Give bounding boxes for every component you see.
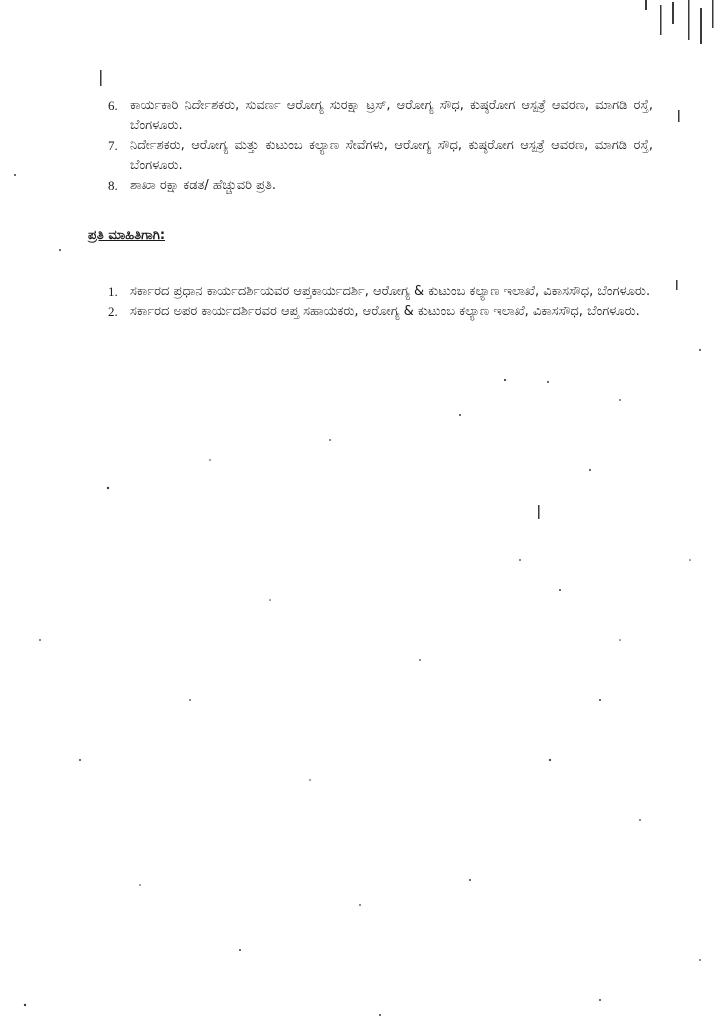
item-number: 7. [108, 138, 118, 153]
list-item [108, 96, 653, 136]
copy-for-information-heading: ಪ್ರತಿ ಮಾಹಿತಿಗಾಗಿ: [88, 228, 166, 243]
item-number: 6. [108, 98, 118, 113]
information-copy-list [108, 282, 653, 322]
item-number: 8. [108, 178, 118, 193]
list-item [108, 176, 653, 196]
item-text: ಸರ್ಕಾರದ ಅಪರ ಕಾರ್ಯದರ್ಶಿರವರ ಆಪ್ತ ಸಹಾಯಕರು, ಆರೋಗ್ಯ & ಕುಟುಂಬ ಕಲ್ಯಾಣ ಇಲಾಖೆ, ವಿಕಾಸಸೌಧ, ಬೆಂಗಳೂರು. [130, 304, 640, 319]
item-number: 1. [108, 284, 118, 299]
list-item [108, 282, 653, 302]
item-number: 2. [108, 304, 118, 319]
item-text: ಶಾಖಾ ರಕ್ಷಾ ಕಡತ/ ಹೆಚ್ಚುವರಿ ಪ್ರತಿ. [130, 178, 276, 193]
list-item [108, 136, 653, 176]
recipients-list [108, 96, 653, 196]
list-item [108, 302, 653, 322]
item-text: ಸರ್ಕಾರದ ಪ್ರಧಾನ ಕಾರ್ಯದರ್ಶಿಯವರ ಆಪ್ತಕಾರ್ಯದರ್ಶಿ, ಆರೋಗ್ಯ & ಕುಟುಂಬ ಕಲ್ಯಾಣ ಇಲಾಖೆ, ವಿಕಾಸಸೌಧ, ಬೆಂಗಳೂರು. [130, 284, 651, 299]
item-text: ನಿರ್ದೇಶಕರು, ಆರೋಗ್ಯ ಮತ್ತು ಕುಟುಂಬ ಕಲ್ಯಾಣ ಸೇವೆಗಳು, ಆರೋಗ್ಯ ಸೌಧ, ಕುಷ್ಠರೋಗ ಆಸ್ಪತ್ರೆ ಆವರಣ, ಮಾಗಡಿ ರಸ್ತೆ, ಬೆಂಗಳೂರು. [130, 138, 653, 173]
item-text: ಕಾರ್ಯಕಾರಿ ನಿರ್ದೇಶಕರು, ಸುವರ್ಣ ಆರೋಗ್ಯ ಸುರಕ್ಷಾ ಟ್ರಸ್, ಆರೋಗ್ಯ ಸೌಧ, ಕುಷ್ಠರೋಗ ಆಸ್ಪತ್ರೆ ಆವರಣ, ಮಾಗಡಿ ರಸ್ತೆ, ಬೆಂಗಳೂರು. [130, 98, 653, 133]
